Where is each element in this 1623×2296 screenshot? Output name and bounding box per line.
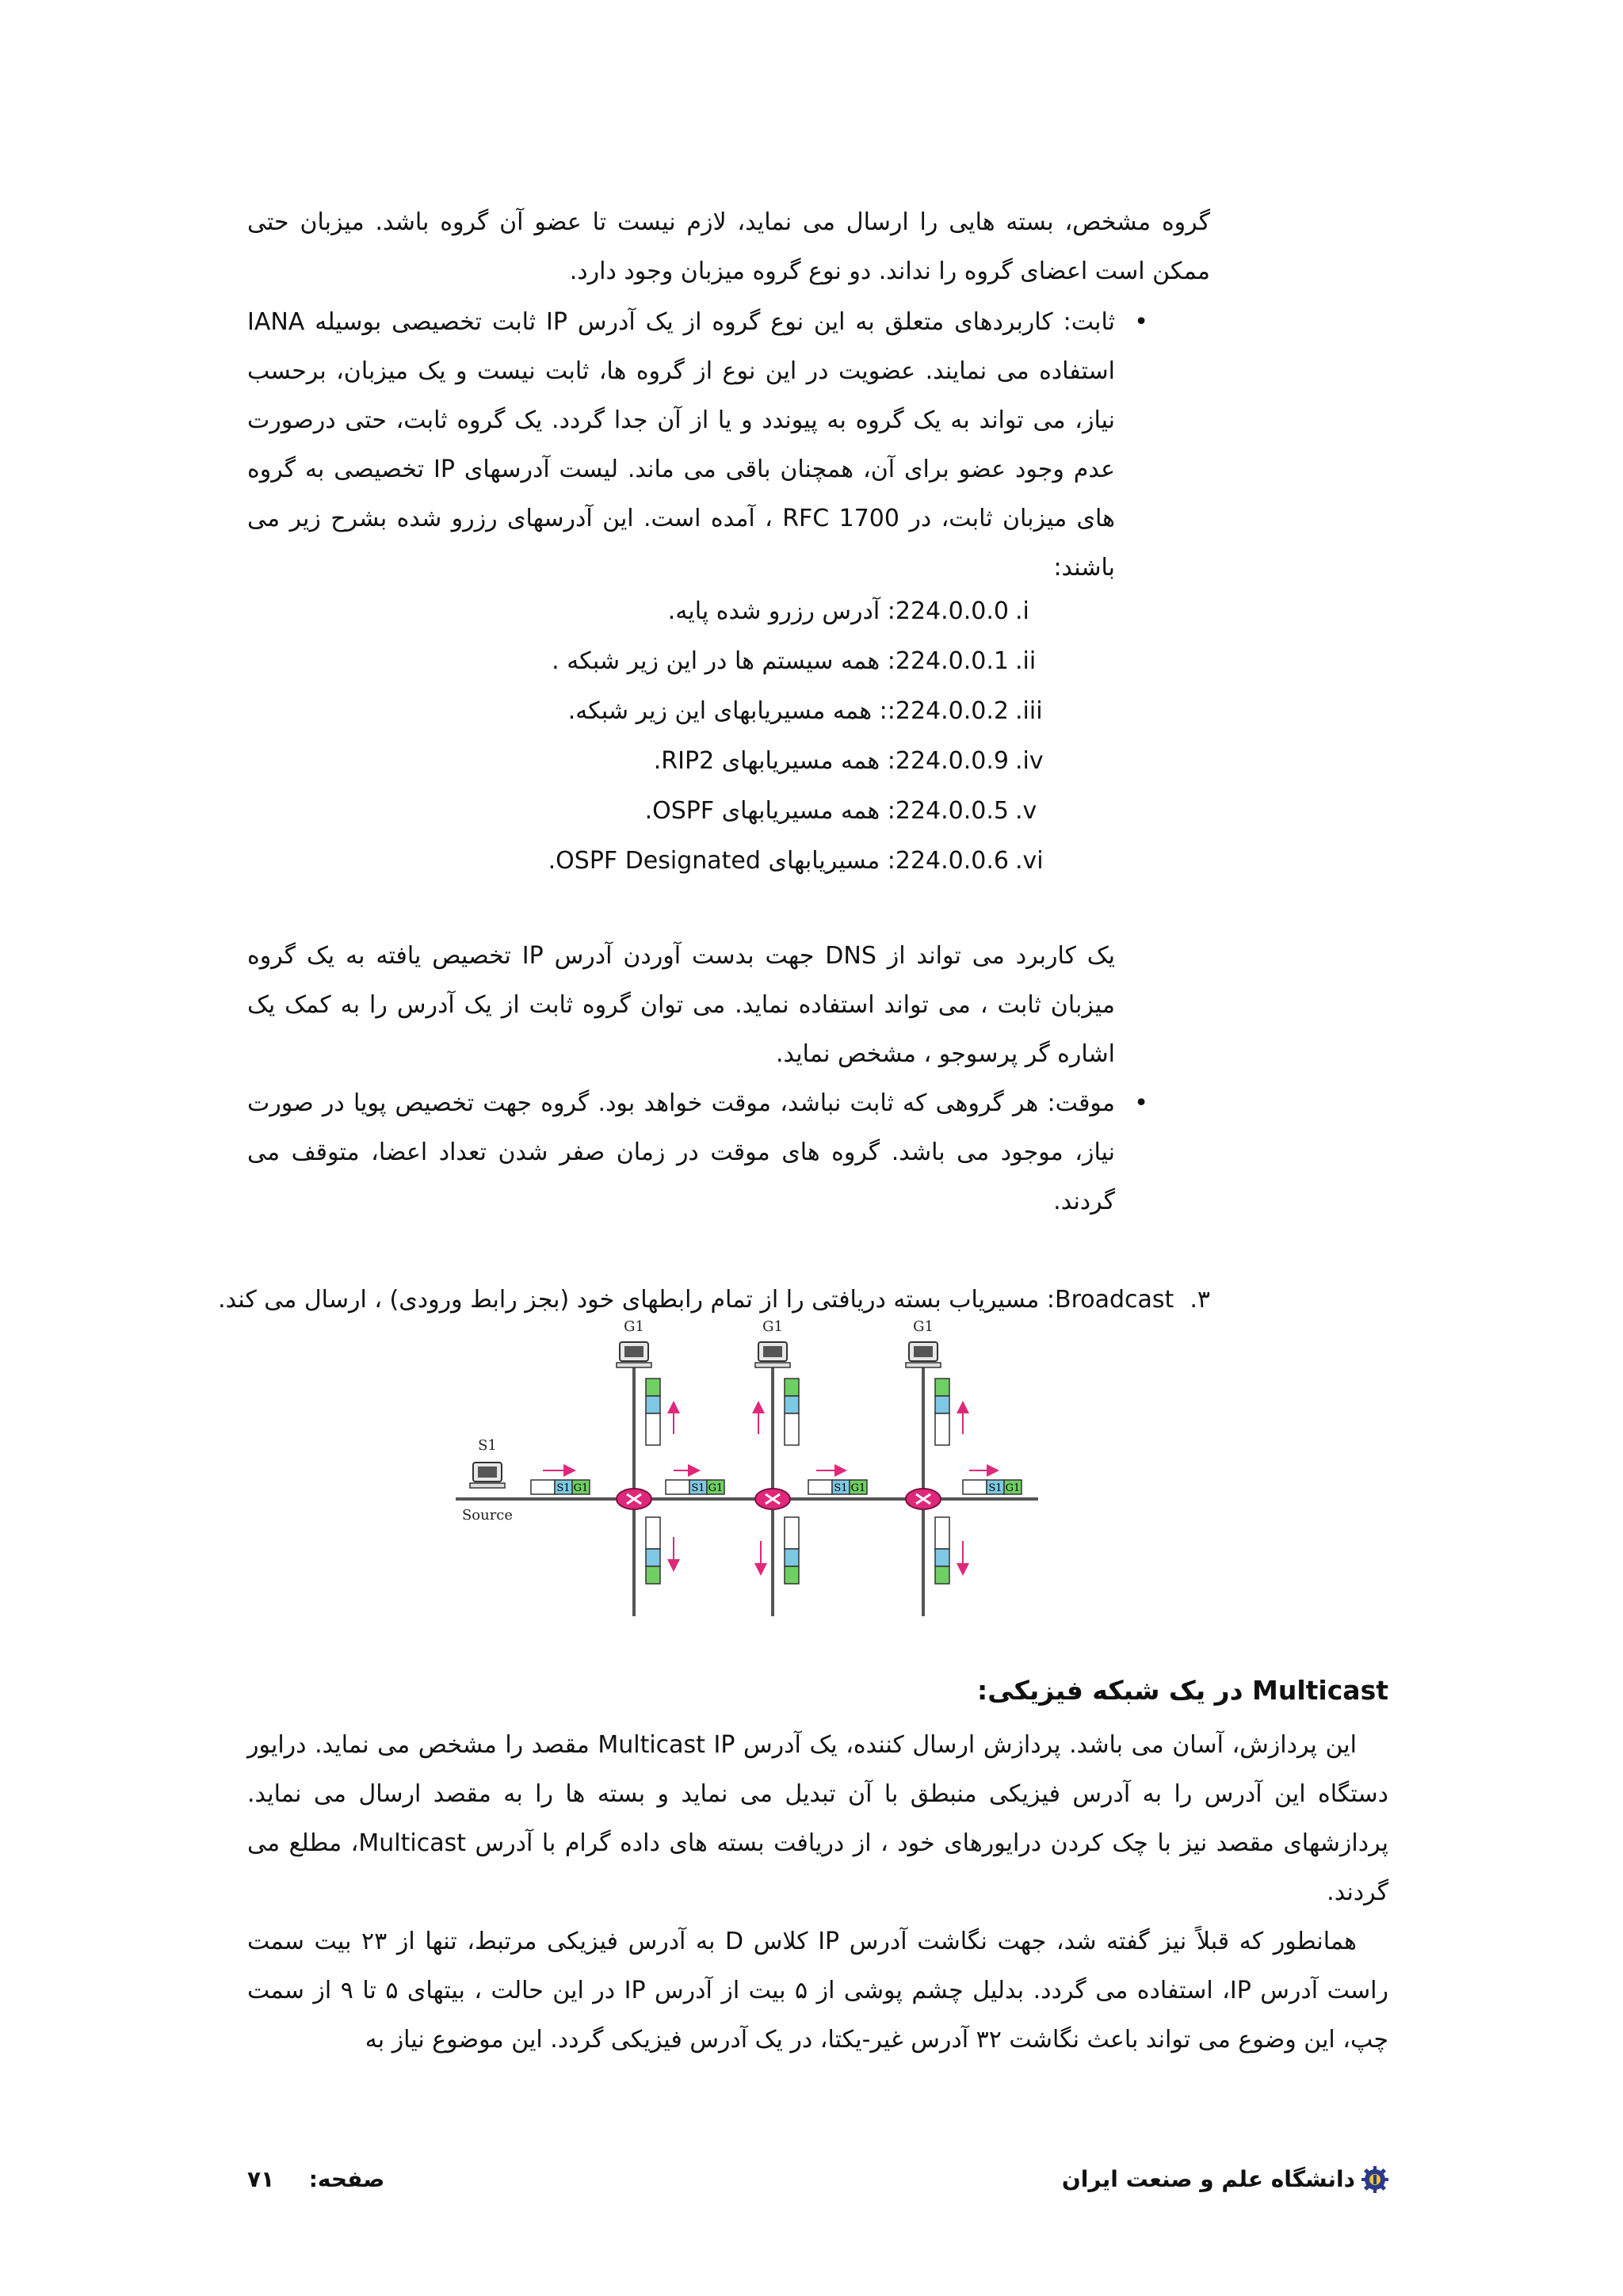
group-label: G1 xyxy=(624,1318,644,1335)
university-name: دانشگاه علم و صنعت ایران xyxy=(1061,2166,1355,2192)
source-host xyxy=(462,1437,513,1524)
bullet-temporary-groups xyxy=(247,1079,1148,1226)
packet-horizontal xyxy=(808,1470,867,1494)
router-icon xyxy=(906,1489,941,1509)
group-label: G1 xyxy=(913,1318,934,1335)
bullet-fixed-text: ثابت: کاربردهای متعلق به این نوع گروه از یک آدرس IP ثابت تخصیصی بوسیله IANA استفاده می نمایند. عضویت در این نوع از گروه ها، ثابت نیست و یک میزبان، برحسب نیاز، می تواند به یک گروه به پیوندد و یا از آن جدا گردد. یک گروه ثابت، حتی درصورت عدم وجود عضو برای آن، همچنان باقی می ماند. لیست آدرسهای IP تخصیصی به گروه های میزبان ثابت، در RFC 1700 ، آمده است. این آدرسهای رزرو شده بشرح زیر می باشند: xyxy=(247,308,1115,582)
broadcast-text: Broadcast: مسیریاب بسته دریافتی را از تمام رابطهای خود (بجز رابط ورودی) ، ارسال می کند. xyxy=(218,1286,1174,1314)
group-host-3 xyxy=(906,1318,941,1367)
svg-text:G1: G1 xyxy=(850,1482,866,1494)
university-logo-icon xyxy=(1361,2166,1388,2193)
dns-paragraph: یک کاربرد می تواند از DNS جهت بدست آوردن آدرس IP تخصیص یافته به یک گروه میزبان ثابت ، می تواند استفاده نماید. می توان گروه ثابت از یک آدرس را به کمک یک اشاره گر پرسوجو ، مشخص نماید. xyxy=(247,942,1115,1068)
page-number-area xyxy=(247,2160,384,2199)
source-caption: Source xyxy=(461,1507,514,1524)
list-item: iii.224.0.0.2:: همه مسیریابهای این زیر شبکه. xyxy=(567,697,1043,725)
packet-vertical-up xyxy=(758,1379,799,1445)
svg-text:S1: S1 xyxy=(556,1482,571,1494)
item-number: ۳. xyxy=(1190,1286,1210,1314)
body-paragraph: این پردازش، آسان می باشد. پردازش ارسال کننده، یک آدرس Multicast IP مقصد را مشخص می نماید. درایور دستگاه این آدرس را به آدرس فیزیکی منبطق با آن تبدیل می نماید و بسته ها را به مقصد ارسال می نماید. پردازشهای مقصد نیز با چک کردن درایورهای خود ، از دریافت بسته های داده گرام با آدرس Multicast، مطلع می گردند. xyxy=(247,1731,1388,1906)
broadcast-diagram xyxy=(456,1315,1038,1616)
page-footer xyxy=(247,2160,1388,2199)
list-item: v.224.0.0.5: همه مسیریابهای OSPF. xyxy=(644,797,1037,825)
footer-university xyxy=(1062,2160,1388,2199)
group-host-1 xyxy=(617,1318,651,1367)
packet-horizontal xyxy=(531,1470,590,1494)
packet-vertical-up xyxy=(935,1379,963,1445)
packet-vertical-down xyxy=(646,1517,674,1584)
section-body xyxy=(247,1721,1388,2065)
group-label: G1 xyxy=(762,1318,783,1335)
router-icon xyxy=(617,1489,651,1509)
list-item: iv.224.0.0.9: همه مسیریابهای RIP2. xyxy=(653,747,1044,775)
list-item: ii.224.0.0.1: همه سیستم ها در این زیر شبکه . xyxy=(552,647,1037,675)
page-number: ۷۱ xyxy=(247,2166,275,2192)
packet-horizontal xyxy=(963,1470,1022,1494)
section-heading: Multicast در یک شبکه فیزیکی: xyxy=(977,1675,1388,1706)
list-item: i.224.0.0.0: آدرس رزرو شده پایه. xyxy=(667,597,1029,625)
bullet-temporary-text: موقت: هر گروهی که ثابت نباشد، موقت خواهد بود. گروه جهت تخصیص پویا در صورت نیاز، موجود می باشد. گروه های موقت در زمان صفر شدن تعداد اعضا، متوقف می گردند. xyxy=(247,1089,1115,1215)
page-label: صفحه: xyxy=(308,2166,385,2192)
dns-paragraph-wrap xyxy=(247,932,1115,1079)
intro-paragraph: گروه مشخص، بسته هایی را ارسال می نماید، لازم نیست تا عضو آن گروه باشد. میزبان حتی ممکن است اعضای گروه را نداند. دو نوع گروه میزبان وجود دارد. xyxy=(247,208,1210,285)
bullet-dot: • xyxy=(1134,1089,1148,1117)
group-host-2 xyxy=(755,1318,790,1367)
body-paragraph: همانطور که قبلاً نیز گفته شد، جهت نگاشت آدرس IP کلاس D به آدرس فیزیکی مرتبط، تنها از ۲۳ بیت سمت راست آدرس IP، استفاده می گردد. بدلیل چشم پوشی از ۵ بیت از آدرس IP در این حالت ، بیتهای ۵ تا ۹ از سمت چپ، این وضوع می تواند باعث نگاشت ۳۲ آدرس غیر-یکتا، در یک آدرس فیزیکی گردد. این موضوع نیاز به xyxy=(247,1928,1388,2054)
router-icon xyxy=(755,1489,790,1509)
svg-text:G1: G1 xyxy=(573,1482,589,1494)
svg-text:S1: S1 xyxy=(691,1482,705,1494)
bullet-dot: • xyxy=(1134,308,1148,336)
packet-vertical-down xyxy=(761,1517,799,1584)
packet-vertical-down xyxy=(935,1517,963,1584)
svg-text:G1: G1 xyxy=(1005,1482,1021,1494)
svg-text:S1: S1 xyxy=(834,1482,848,1494)
list-item: vi.224.0.0.6: مسیریابهای OSPF Designated. xyxy=(548,847,1044,875)
svg-text:S1: S1 xyxy=(988,1482,1002,1494)
reserved-address-list xyxy=(247,586,1052,886)
packet-vertical-up xyxy=(646,1379,674,1445)
source-label: S1 xyxy=(478,1437,497,1454)
bullet-fixed-groups xyxy=(247,298,1148,593)
svg-text:G1: G1 xyxy=(708,1482,724,1494)
packet-horizontal xyxy=(666,1470,724,1494)
